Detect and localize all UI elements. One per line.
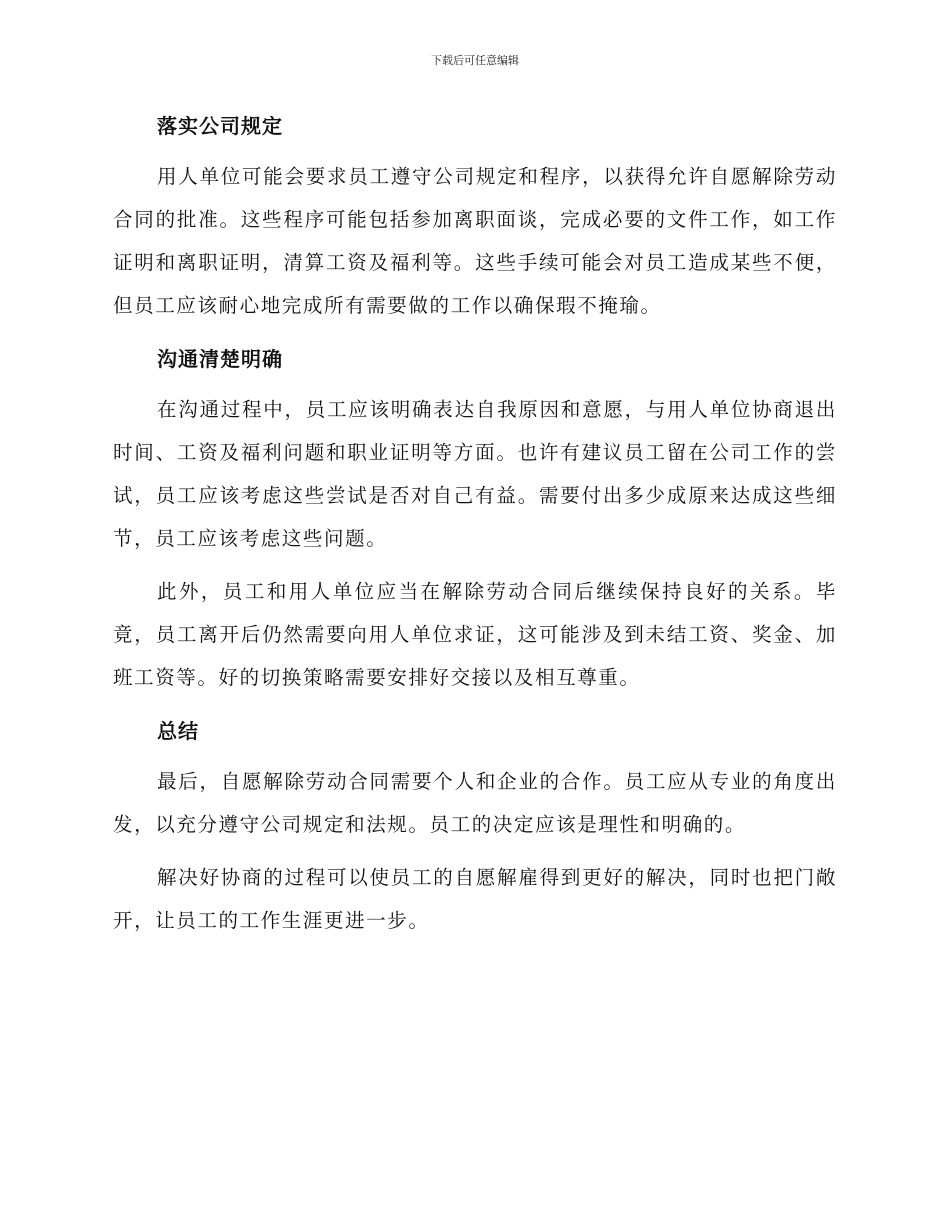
section-communication bbox=[113, 341, 837, 699]
paragraph: 解决好协商的过程可以使员工的自愿解雇得到更好的解决，同时也把门敞开，让员工的工作生涯更进一步。 bbox=[113, 866, 837, 932]
document-body bbox=[113, 108, 837, 952]
section-heading: 落实公司规定 bbox=[157, 114, 283, 138]
section-heading: 总结 bbox=[157, 719, 199, 743]
section-summary bbox=[113, 713, 837, 942]
paragraph: 用人单位可能会要求员工遵守公司规定和程序，以获得允许自愿解除劳动合同的批准。这些程序可能包括参加离职面谈，完成必要的文件工作，如工作证明和离职证明，清算工资及福利等。这些手续可能会对员工造成某些不便，但员工应该耐心地完成所有需要做的工作以确保瑕不掩瑜。 bbox=[113, 165, 837, 317]
section-company-rules bbox=[113, 108, 837, 327]
paragraph: 在沟通过程中，员工应该明确表达自我原因和意愿，与用人单位协商退出时间、工资及福利问题和职业证明等方面。也许有建议员工留在公司工作的尝试，员工应该考虑这些尝试是否对自己有益。需要付出多少成原来达成这些细节，员工应该考虑这些问题。 bbox=[113, 398, 837, 550]
paragraph: 最后，自愿解除劳动合同需要个人和企业的合作。员工应从专业的角度出发，以充分遵守公司规定和法规。员工的决定应该是理性和明确的。 bbox=[113, 770, 837, 836]
section-heading: 沟通清楚明确 bbox=[157, 347, 283, 371]
header-note: 下载后可任意编辑 bbox=[431, 54, 519, 67]
paragraph: 此外，员工和用人单位应当在解除劳动合同后继续保持良好的关系。毕竟，员工离开后仍然需要向用人单位求证，这可能涉及到未结工资、奖金、加班工资等。好的切换策略需要安排好交接以及相互尊重。 bbox=[113, 580, 837, 689]
